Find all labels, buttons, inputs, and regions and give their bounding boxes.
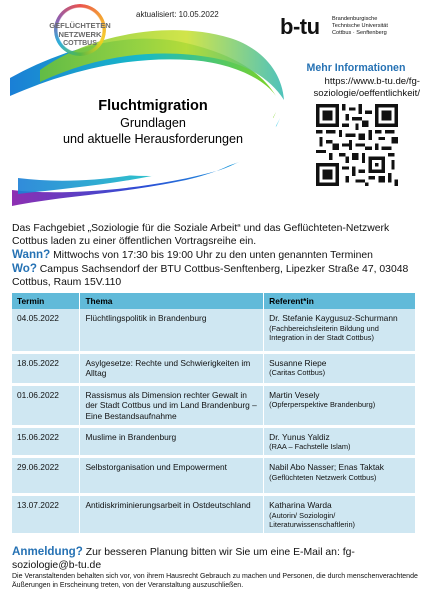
row-speaker: Susanne Riepe	[269, 357, 327, 368]
row-speaker: Dr. Yunus Yaldiz	[269, 431, 330, 442]
row-speaker-affiliation: (Geflüchteten Netzwerk Cottbus)	[269, 472, 377, 482]
row-topic: Muslime in Brandenburg	[85, 431, 177, 442]
row-date: 15.06.2022	[12, 426, 80, 456]
footnote: Die Veranstaltenden behalten sich vor, von ihrem Hausrecht Gebrauch zu machen und Personen, die durch menschenverachtende Äußerungen in Erscheinung treten, von der Veranstaltung auszuschließen.	[12, 573, 418, 589]
registration-text: Zur besseren Planung bitten wir Sie um eine E-Mail an: fg-soziologie@b-tu.de	[12, 547, 355, 571]
row-date: 01.06.2022	[12, 384, 80, 426]
table-row	[12, 309, 416, 352]
where-label: Wo?	[12, 262, 37, 275]
event-subtitle-1: Grundlagen	[120, 116, 186, 130]
header-thema: Thema	[80, 293, 264, 309]
table-row	[12, 352, 416, 384]
logo-text-line2: NETZWERK	[58, 30, 102, 39]
event-subtitle-2: und aktuelle Herausforderungen	[63, 132, 243, 146]
row-date: 18.05.2022	[12, 352, 80, 384]
table-row	[12, 457, 416, 495]
qr-code-icon[interactable]	[316, 104, 398, 186]
more-info-url[interactable]: https://www.b-tu.de/fg- soziologie/oeffentlichkeit/	[313, 76, 420, 99]
table-row	[12, 384, 416, 426]
row-speaker-affiliation: (Opferperspektive Brandenburg)	[269, 400, 376, 410]
schedule-table	[12, 293, 416, 536]
table-row	[12, 495, 416, 534]
when-text: Mittwochs von 17:30 bis 19:00 Uhr zu den unten genannten Terminen	[50, 250, 373, 261]
intro-block	[12, 222, 420, 289]
row-topic: Selbstorganisation und Empowerment	[85, 462, 227, 473]
row-topic: Flüchtlingspolitik in Brandenburg	[85, 313, 207, 324]
updated-date: aktualisiert: 10.05.2022	[136, 10, 219, 19]
intro-text: Das Fachgebiet „Soziologie für die Soziale Arbeit“ und das Geflüchteten-Netzwerk Cottbus laden zu einer öffentlichen Vortragsreihe ein.	[12, 223, 390, 247]
row-speaker-affiliation: (Fachbereichsleiterin Bildung und Integration in der Stadt Cottbus)	[269, 323, 379, 342]
row-speaker-affiliation: (Caritas Cottbus)	[269, 368, 326, 378]
gefluechteten-netzwerk-logo	[46, 4, 114, 58]
where-text: Campus Sachsendorf der BTU Cottbus-Senftenberg, Lipezker Straße 47, 03048 Cottbus, Raum 15V.110	[12, 264, 409, 288]
row-topic: Rassismus als Dimension rechter Gewalt in der Stadt Cottbus und im Land Brandenburg – Eine Bestandsaufnahme	[85, 389, 257, 421]
table-header-row	[12, 293, 416, 309]
when-line	[12, 248, 420, 262]
when-label: Wann?	[12, 248, 51, 261]
row-date: 04.05.2022	[12, 309, 80, 352]
registration-line	[12, 545, 420, 572]
header-termin: Termin	[12, 293, 80, 309]
btu-logo-text: Brandenburgische Technische Universität Cottbus · Senftenberg	[332, 16, 388, 36]
table-row	[12, 426, 416, 456]
event-title-block	[40, 98, 266, 147]
row-topic: Asylgesetze: Rechte und Schwierigkeiten im Alltag	[85, 357, 251, 379]
more-info-title: Mehr Informationen	[306, 62, 406, 74]
row-topic: Antidiskriminierungsarbeit in Ostdeutschland	[85, 500, 251, 511]
row-date: 13.07.2022	[12, 495, 80, 534]
row-speaker: Nabil Abo Nasser; Enas Taktak	[269, 462, 384, 473]
row-date: 29.06.2022	[12, 457, 80, 495]
where-line	[12, 262, 420, 289]
header-referentin: Referent*in	[264, 293, 416, 309]
registration-label: Anmeldung?	[12, 545, 83, 558]
row-speaker: Martin Vesely	[269, 389, 320, 400]
header-area	[0, 0, 424, 222]
row-speaker: Katharina Warda	[269, 500, 332, 511]
btu-mark: b-tu	[280, 14, 320, 39]
row-speaker-affiliation: (RAA – Fachstelle Islam)	[269, 442, 351, 452]
btu-logo	[280, 14, 420, 42]
logo-text-line3: COTTBUS	[63, 40, 97, 47]
event-title: Fluchtmigration	[98, 98, 208, 114]
logo-text-line1: GEFLÜCHTETEN	[49, 21, 111, 30]
row-speaker-affiliation: (Autorin/ Soziologin/ Literaturwissenschaftlerin)	[269, 510, 356, 529]
row-speaker: Dr. Stefanie Kaygusuz-Schurmann	[269, 313, 398, 324]
